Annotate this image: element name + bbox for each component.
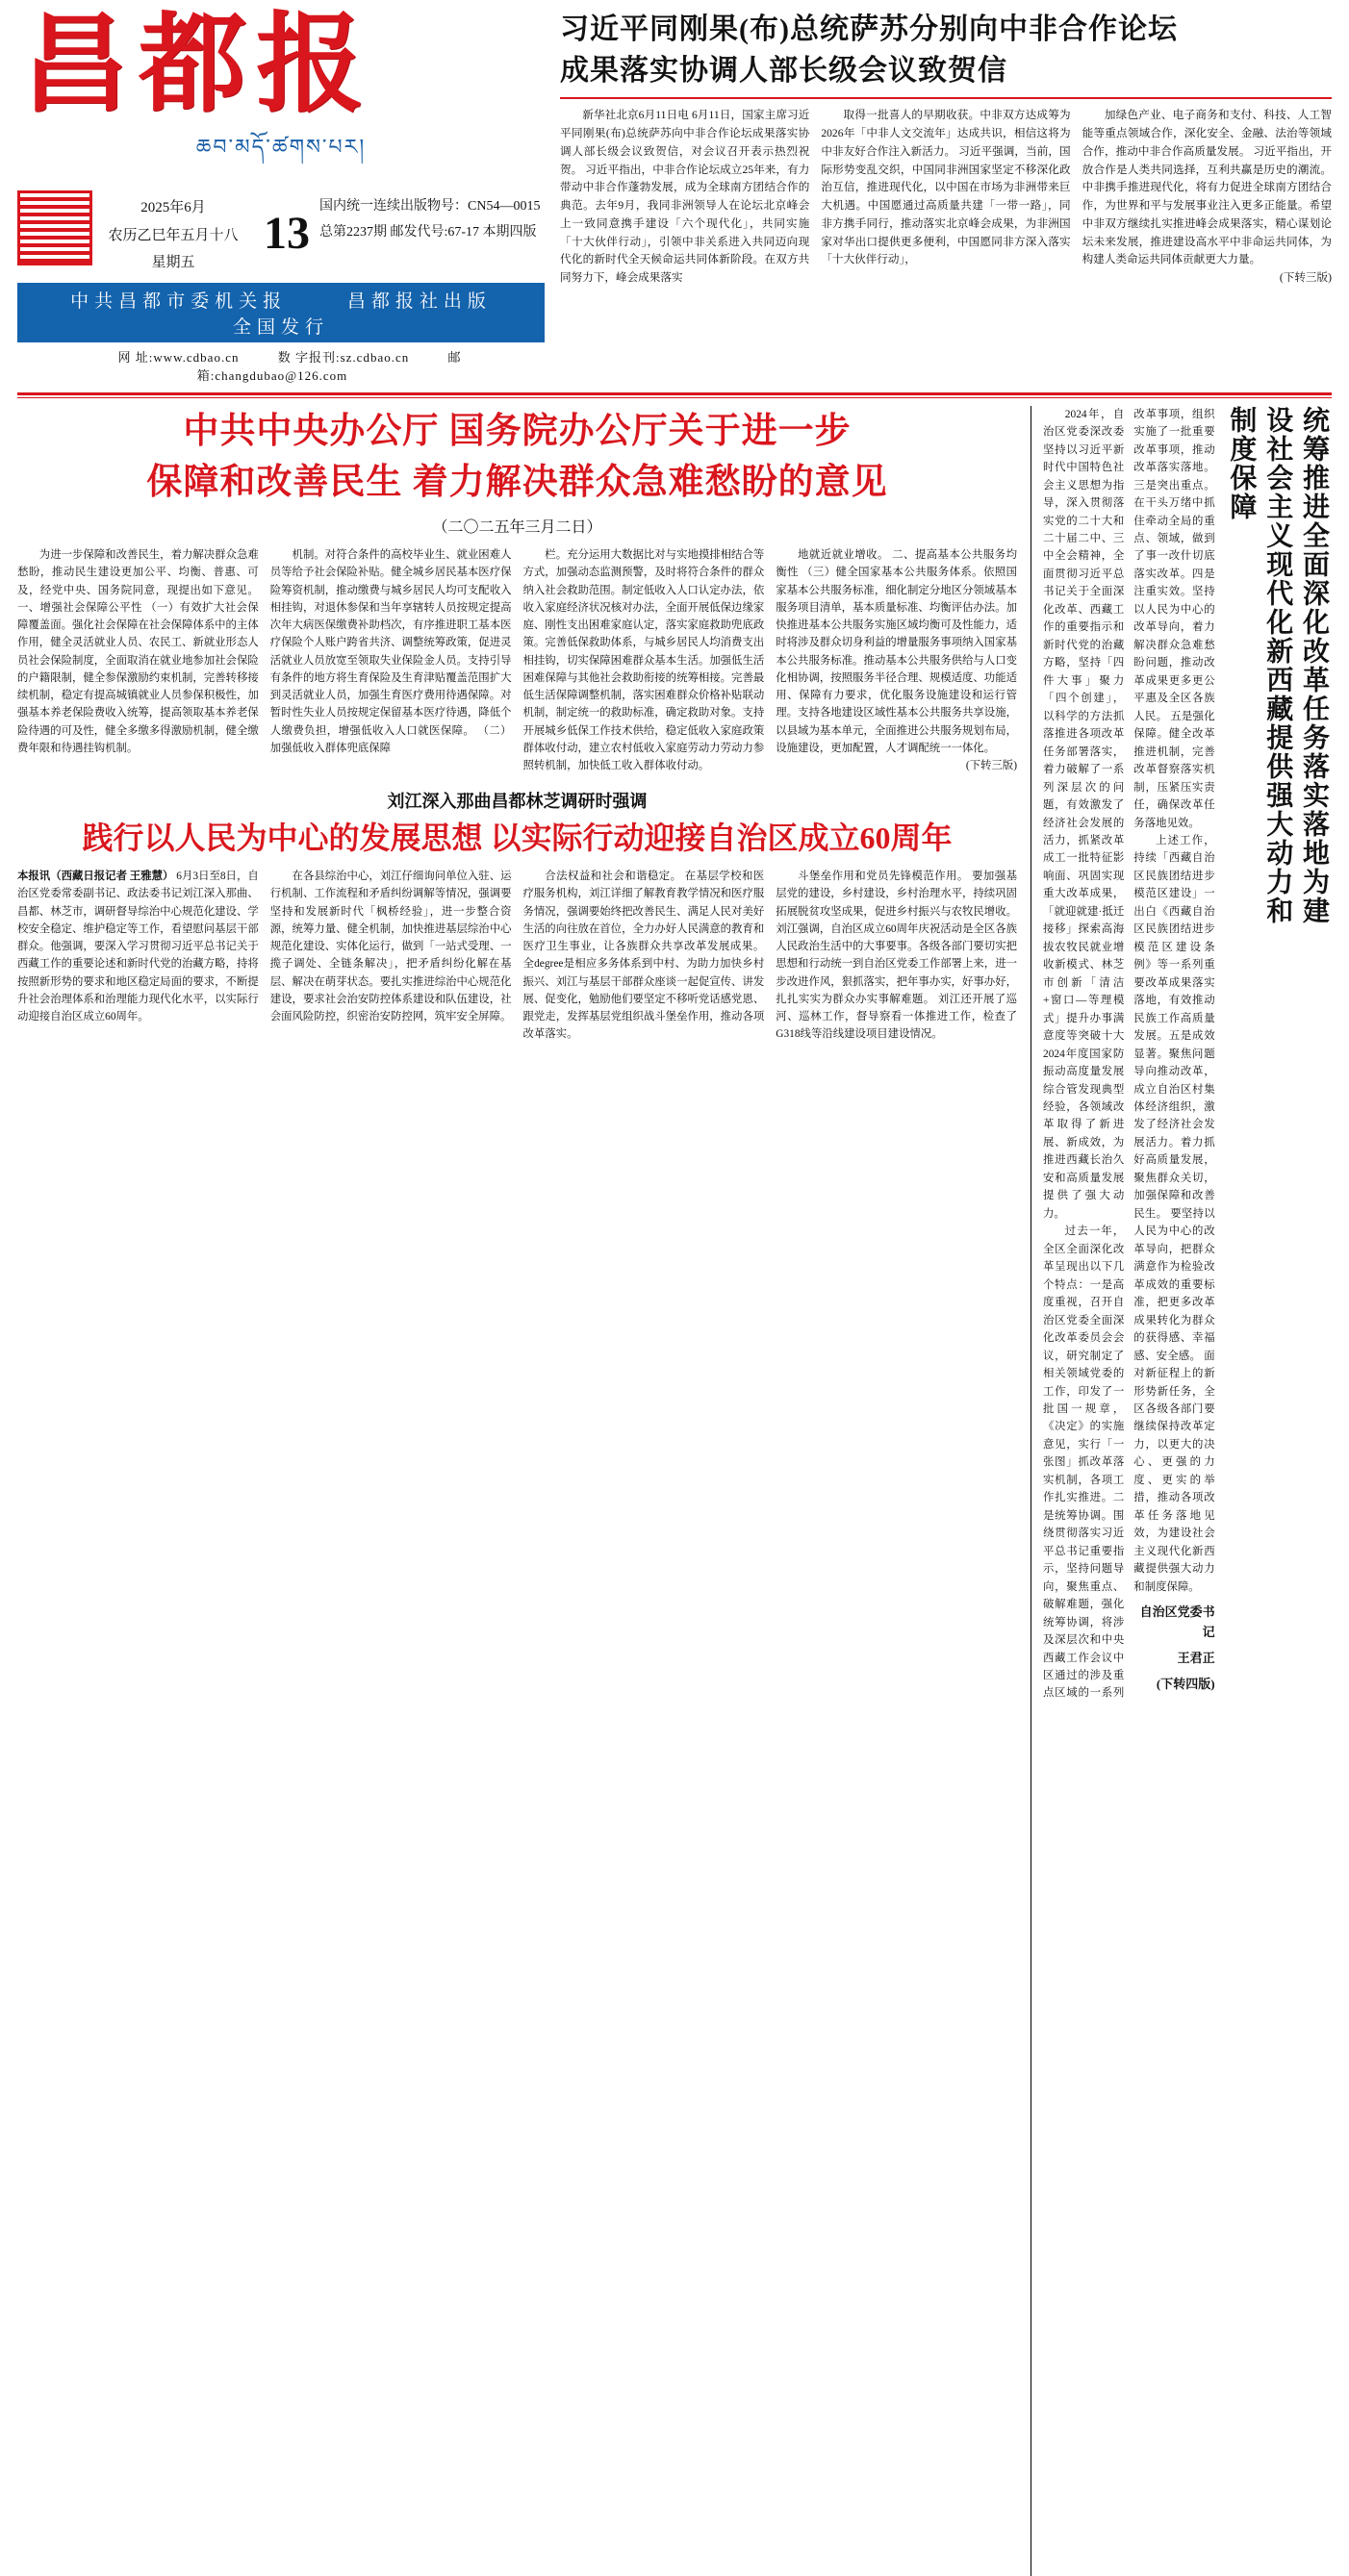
doc-col-2: 机制。对符合条件的高校毕业生、就业困难人员等给予社会保险补贴。健全城乡居民基本医疗保险筹资机制，推动缴费与城乡居民人均可支配收入相挂钩，对退休参保和当年享辖转人员按规定提高次年大病医保缴费补助档次，有序推进职工基本医疗保险个人账户跨省共济、调整统筹政策，促进灵活就业人员放宽至领取失业保险金人员。支持引导有条件的地方将生育保险及生育津贴覆盖范围扩大到灵活就业人员，加强生育医疗费用待遇保障。对暂时性失业人员按规定保留基本医疗待遇，降低个人缴费负担，增强低收入人口就医保障。 （二）加强低收入群体兜底保障: [269, 549, 512, 754]
issue-line-1: 国内统一连续出版物号：CN54—0015: [319, 199, 541, 215]
vertical-col-2: 过去一年，全区全面深化改革呈现出以下几个特点：一是高度重视，召开自治区党委全面深化改革委员会会议，研究制定了相关领域党委的工作，印发了一批国一规章，《决定》的实施意见，实行「一张图」抓改革落实机制，各项工作扎实推进。二是统筹协调。围绕贯彻落实习近平总书记重要指示，坚持问题导向，聚焦重点、破解难题，强化统筹协调，将涉及深层次和中央西藏工作会议中区通过的涉及重点区域的一系列改革事项，组织实施了一批重要改革事项，推动改革落实落地。三是突出重点。在干头万绪中抓住牵动全局的重点、领域，做到了事一改什切底落实改革。四是注重实效。坚持以人民为中心的改革导向，着力解决群众急难愁盼问题，推动改革成果更多更公平惠及全区各族人民。 五是强化保障。健全改革推进机制，完善改革督察落实机制，压紧压实责任，确保改革任务落地见效。: [1043, 408, 1215, 1700]
vertical-commentary-body: [1043, 406, 1215, 2576]
doc2-col-4: 斗堡垒作用和党员先锋模范作用。 要加强基层党的建设，乡村建设，乡村治理水平，持续巩固拓展脱贫攻坚成果，促进乡村振兴与农牧民增收。 刘江强调，自治区成立60周年庆祝活动是全区各族人民政治生活中的大事要事。各级各部门要切实把思想和行动统一到自治区党委工作部署上来，进一步改进作风，狠抓落实，把年事办实，好事办好，扎扎实实为群众办实事解难题。 刘江还开展了巡河、巡林工作，督导察看一体推进工作，检查了G318线等沿线建设项目建设情况。: [776, 871, 1017, 1041]
masthead: [0, 0, 1349, 387]
doc2-col-2: 在各县综治中心，刘江仔细询问单位入驻、运行机制、工作流程和矛盾纠纷调解等情况，强调要坚持和发展新时代「枫桥经验」，进一步整合资源，统筹力量、健全机制，加快推进基层综治中心规范化建设、实体化运行，做到「一站式受理、一揽子调处、全链条解决」，把矛盾纠纷化解在基层、解决在萌芽状态。要扎实推进综治中心规范化建设，要求社会治安防控体系建设和队伍建设，社会面风险防控，织密治安防控网，筑牢安全屏障。: [269, 871, 512, 1023]
contact-website[interactable]: 网 址:www.cdbao.cn: [117, 349, 240, 365]
vertical-commentary-title: 统筹推进全面深化改革任务落实落地为建设社会主义现代化新西藏提供强大动力和制度保障: [1226, 405, 1329, 925]
vertical-col-3: 上述工作，持续「西藏自治区民族团结进步模范区建设」一出白《西藏自治区民族团结进步模范区建设条例》等一系列重要改革成果落实落地，有效推动民族工作高质量发展。五是成效显著。聚焦问题导向推动改革，成立自治区村集体经济组织，激发了经济社会发展活力。着力抓好高质量发展，聚焦群众关切，加强保障和改善民生。 要坚持以人民为中心的改革导向，把群众满意作为检验改革成效的重要标准，把更多改革成果转化为群众的获得感、幸福感、安全感。 面对新征程上的新形势新任务，全区各级各部门要继续保持改革定力，以更大的决心、更强的力度、更实的举措，推动各项改革任务落地见效，为建设社会主义现代化新西藏提供强大动力和制度保障。: [1133, 834, 1215, 1593]
doc-col-3: 栏。充分运用大数据比对与实地摸排相结合等方式，加强动态监测预警，及时将符合条件的群众纳入社会救助范围。制定低收入人口认定办法，依收入家庭经济状况核对办法，全面开展低保边缘家庭、刚性支出困难家庭认定，落实家庭救助兜底政策。完善低保救助体系，与城乡居民人均消费支出相挂钩，切实保障困难群众基本生活。加强低生活困难保障与其他社会救助衔接的统筹相接。完善最低生活保障调整机制，落实困难群众价格补贴联动机制，制定统一的救助标准，确定救助对象。支持开展城乡低保工作技术供给，稳定低收入家庭政策群体收付动，建立农村低收入家庭劳动力劳动力参照转机制，加快低工收入群体收付动。: [522, 549, 765, 772]
qr-code-icon[interactable]: [17, 190, 92, 265]
doc2-kicker: 刘江深入那曲昌都林芝调研时强调: [387, 792, 648, 812]
date-line-2: 农历乙巳年五月十八: [108, 227, 239, 243]
doc-col-4: 地就近就业增收。 二、提高基本公共服务均衡性 （三）健全国家基本公共服务体系。依照国家基本公共服务标准，细化制定分地区分领域基本服务项目清单，基本质量标准、均衡评估办法。加快推进基本公共服务实施区域均衡可及性能力，适时将涉及群众切身利益的增量服务事项纳入国家基本公共服务标准。推动基本公共服务供给与人口变化相协调，按照服务半径合理、规模适度、功能适用、保障有力要求，优化服务设施建设和运行管理。支持各地建设区域性基本公共服务共享设施，以县域为基本单元，全面推进公共服务规划布局，设施建设，更加配置，人才调配统一一体化。: [776, 549, 1017, 754]
top-story-col-1: 新华社北京6月11日电 6月11日，国家主席习近平同刚果(布)总统萨苏向中非合作论坛成果落实协调人部长级会议致贺信，对会议召开表示热烈祝贺。 习近平指出，中非合作论坛成立25年来，有力带动中非合作蓬勃发展，成为全球南方团结合作的典范。去年9月，我同非洲领导人在论坛北京峰会上一致同意携手建设「六个现代化」，共同实施「十大伙伴行动」，引领中非关系进入共同迈向现代化的新时代全天候命运共同体新阶段。在双方共同努力下，峰会成果落实: [560, 109, 810, 285]
bar-item-1: 昌都报社出版: [346, 290, 492, 312]
doc2-body: [17, 868, 1017, 1044]
rule-thin: [17, 397, 1332, 398]
doc-body: [17, 546, 1017, 774]
issue-line-2: 总第2237期 邮发代号:67-17 本期四版: [319, 224, 537, 240]
date-block: [92, 190, 254, 277]
document-article: [17, 406, 1031, 2576]
top-story-title-line1: 习近平同刚果(布)总统萨苏分别向中非合作论坛: [560, 13, 1178, 45]
masthead-bar: [17, 283, 545, 342]
vertical-commentary: [1031, 406, 1332, 2576]
vertical-sign-name: 王君正: [1177, 1651, 1215, 1666]
divider: [560, 97, 1332, 99]
tibetan-title: ཆབ་མདོ་ཚགས་པར།: [195, 136, 367, 161]
doc-title-line1: 中共中央办公厅 国务院办公厅关于进一步: [183, 411, 852, 451]
top-story-col-2: 取得一批喜人的早期收获。中非双方达成筹为2026年「中非人文交流年」达成共识，相信这将为中非友好合作注入新活力。 习近平强调，当前，国际形势变乱交织，中国同非洲国家坚定不移深化政治互信，推进现代化，以中国在市场为非洲带来巨大机遇。中国愿通过高质量共建「一带一路」，同非方携手同行，推动落实北京峰会成果，为非洲国家对华出口提供更多便利，中国愿同非方深入落实「十大伙伴行动」，: [821, 109, 1071, 266]
vertical-sign-role: 自治区党委书记: [1139, 1604, 1215, 1640]
vertical-col-1: 2024年，自治区党委深改委坚持以习近平新时代中国特色社会主义思想为指导，深入贯彻落实党的二十大和二十届二中、三中全会精神，全面贯彻习近平总书记关于全面深化改革、西藏工作的重要指示和新时代党的治藏方略，坚持「四件大事」聚力「四个创建」，以科学的方法抓落推进各项改革任务部署落实，着力破解了一系列深层次的问题，有效激发了经济社会发展的活力，抓紧改革成工一批特征影响面、巩固实现重大改革成果，「就迎就建·抵迁接移」探索高海拔农牧民就业增收新模式、林芝市创新「清洁+窗口—等理模式」提升办事满意度等突破十大2024年度国家防振动高度量发展综合管发现典型经验，各领域改革取得了新进展、新成效，为推进西藏长治久安和高质量发展提供了强大动力。: [1043, 408, 1125, 1220]
doc-title-line2: 保障和改善民生 着力解决群众急难愁盼的意见: [146, 463, 888, 503]
doc-jump: (下转三版): [965, 760, 1017, 772]
masthead-contacts: [17, 342, 545, 387]
rule-red: [17, 392, 1332, 395]
doc-col-1: 为进一步保障和改善民生，着力解决群众急难愁盼，推动民生建设更加公平、均衡、普惠、可及，经党中央、国务院同意，现提出如下意见。 一、增强社会保障公平性 （一）有效扩大社会保障覆盖面。强化社会保障在社会保障体系中的主体作用，健全灵活就业人员、农民工、新就业形态人员社会保险制度，全面取消在就业地参加社会保险的户籍限制，健全参保激励约束机制，完善转移接续机制，稳定有提高城镇就业人员参保积极性，加强基本养老保险费收入统筹，提高领取基本养老保险待遇的可及性，健全多缴多得激励机制，健全缴费年限和待遇挂钩机制。: [17, 549, 259, 754]
doc-subtitle: （二〇二五年三月二日）: [432, 519, 602, 537]
top-story-body: [560, 107, 1332, 288]
top-story-col-3: 加绿色产业、电子商务和支付、科技、人工智能等重点领域合作，深化安全、金融、法治等领域合作，推动中非合作高质量发展。 习近平指出，开放合作是人类共同选择，互利共赢是历史的潮流。中非携手推进现代化，将有力促进全球南方团结合作，为世界和平与发展事业注入更多正能量。希望中非双方继续扎实推进峰会成果落实，精心谋划论坛未来发展，推进建设高水平中非命运共同体，为构建人类命运共同体贡献更大力量。: [1082, 109, 1332, 266]
top-story-title-line2: 成果落实协调人部长级会议致贺信: [560, 54, 1007, 87]
date-line-3: 星期五: [151, 255, 195, 271]
doc2-byline: 本报讯（西藏日报记者 王雅慧）: [17, 871, 174, 883]
date-line-1: 2025年6月: [140, 200, 206, 216]
newspaper-logo: 昌都报: [21, 1, 373, 127]
contact-email[interactable]: 邮 箱:changdubao@126.com: [196, 349, 462, 383]
bar-item-2: 全国发行: [232, 316, 329, 338]
contact-digital[interactable]: 数 字报刊:sz.cdbao.cn: [277, 349, 410, 365]
masthead-info: [17, 190, 545, 277]
top-story: [545, 10, 1332, 387]
issue-day-number: 13: [264, 207, 310, 259]
section-main: [0, 406, 1349, 2576]
bar-item-0: 中共昌都市委机关报: [70, 290, 288, 312]
doc2-col-1: 6月3日至8日，自治区党委常委副书记、政法委书记刘江深入那曲、昌都、林芝市，调研督导综治中心规范化建设、学校安全稳定、维护稳定等工作，看望慰问基层干部群众。他强调，要深入学习贯彻习近平总书记关于西藏工作的重要论述和新时代党的治藏方略，持将按照新形势的要求和地区稳定局面的要求，不断提升社会治理体系和治理能力现代化水平，以实际行动迎接自治区成立60周年。: [17, 871, 259, 1023]
doc2-title: 践行以人民为中心的发展思想 以实际行动迎接自治区成立60周年: [82, 821, 953, 856]
top-story-jump: (下转三版): [1279, 271, 1332, 285]
masthead-left: [17, 1, 545, 387]
vertical-jump: (下转四版): [1156, 1677, 1215, 1692]
issue-block: [319, 190, 545, 245]
doc2-col-3: 合法权益和社会和谐稳定。 在基层学校和医疗服务机构，刘江详细了解教育教学情况和医疗服务情况，强调要始终把改善民生、满足人民对美好生活的向往放在首位，全力办好人民满意的教育和医疗卫生事业，让各族群众共享改革发展成果。 全degree是相应多务体系到中村、为助力加快乡村振兴、刘江与基层干部群众座谈一起促宣传、讲发展、促变化，勉励他们要坚定不移听党话感党恩、跟党走，发挥基层党组织战斗堡垒作用，推动各项改革落实。: [522, 871, 765, 1041]
